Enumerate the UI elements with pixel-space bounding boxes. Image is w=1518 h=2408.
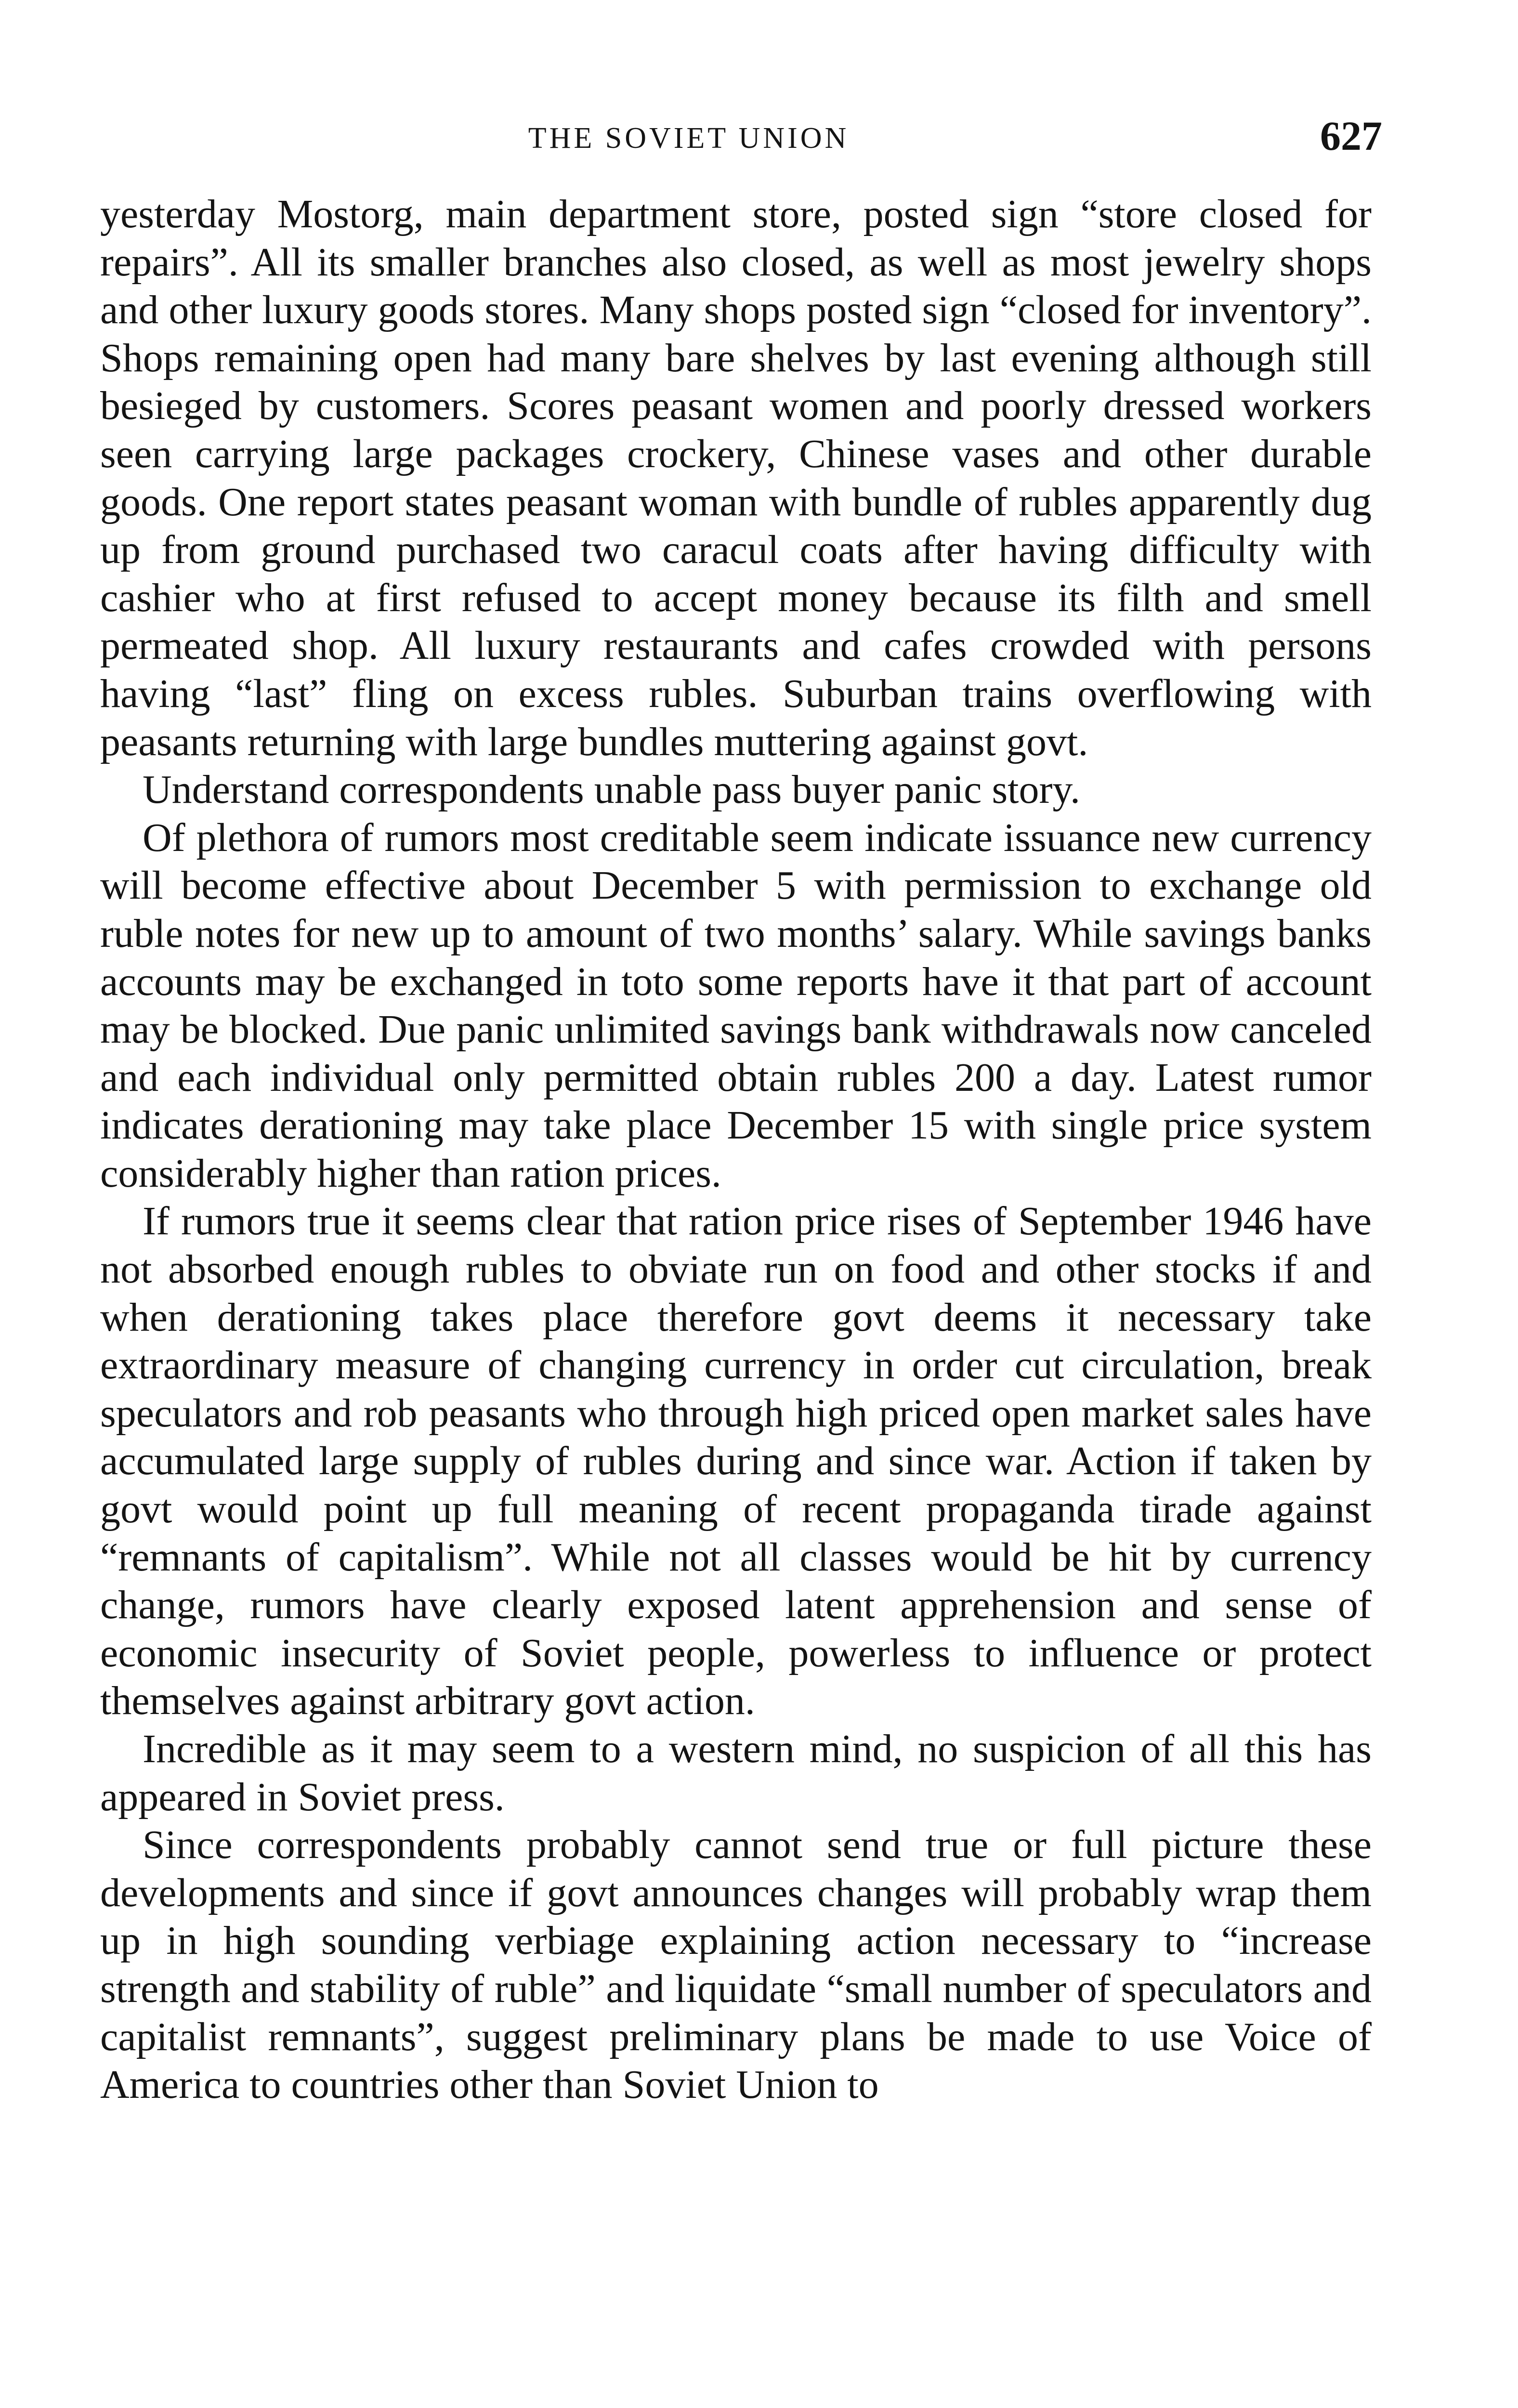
paragraph-rumors: Of plethora of rumors most creditable seem indicate issuance new currency will become effective about December 5 with permission to exchange old ruble notes for new up to amount of two months’ salary. While savings banks accounts may be exchanged in toto some reports have it that part of account may be blocked. Due panic unlimited savings bank withdrawals now canceled and each individual only permitted obtain rubles 200 a day. Latest rumor indicates derationing may take place December 15 with single price system considerably higher than ration prices. bbox=[100, 815, 1372, 1196]
paragraph-voice-of-america: Since correspondents probably cannot send true or full picture these developments and since if govt announces changes will probably wrap them up in high sounding verbiage explaining action necessary to “increase strength and stability of ruble” and liquidate “small number of speculators and capitalist remnants”, suggest preliminary plans be made to use Voice of America to countries other than Soviet Union to bbox=[100, 1822, 1372, 2107]
paragraph-continued: yesterday Mostorg, main department store, posted sign “store closed for repairs”. All its smaller branches also closed, as well as most jewelry shops and other luxury goods stores. Many shops posted sign “closed for inventory”. Shops remaining open had many bare shelves by last evening although still besieged by customers. Scores peasant women and poorly dressed workers seen carrying large packages crockery, Chinese vases and other durable goods. One report states peasant woman with bundle of rubles apparently dug up from ground purchased two caracul coats after having difficulty with cashier who at first refused to accept money because its filth and smell permeated shop. All luxury restaurants and cafes crowded with persons having “last” fling on excess rubles. Suburban trains overflowing with peasants returning with large bundles muttering against govt. bbox=[100, 192, 1372, 764]
body-text bbox=[100, 190, 1372, 2109]
running-title: THE SOVIET UNION bbox=[528, 122, 850, 155]
paragraph-ration-prices: If rumors true it seems clear that ration price rises of September 1946 have not absorbed enough rubles to obviate run on food and other stocks if and when derationing takes place therefore govt deems it necessary take extraordinary measure of changing currency in order cut circulation, break speculators and rob peasants who through high priced open market sales have accumulated large supply of rubles during and since war. Action if taken by govt would point up full meaning of recent propaganda tirade against “remnants of capitalism”. While not all classes would be hit by currency change, rumors have clearly exposed latent apprehension and sense of economic insecurity of Soviet people, powerless to influence or protect themselves against arbitrary govt action. bbox=[100, 1199, 1372, 1724]
paragraph-correspondents: Understand correspondents unable pass buyer panic story. bbox=[143, 767, 1081, 812]
paragraph-soviet-press: Incredible as it may seem to a western mind, no suspicion of all this has appeared in Soviet press. bbox=[100, 1727, 1372, 1819]
page-number: 627 bbox=[1320, 113, 1382, 159]
running-head bbox=[101, 112, 1382, 165]
